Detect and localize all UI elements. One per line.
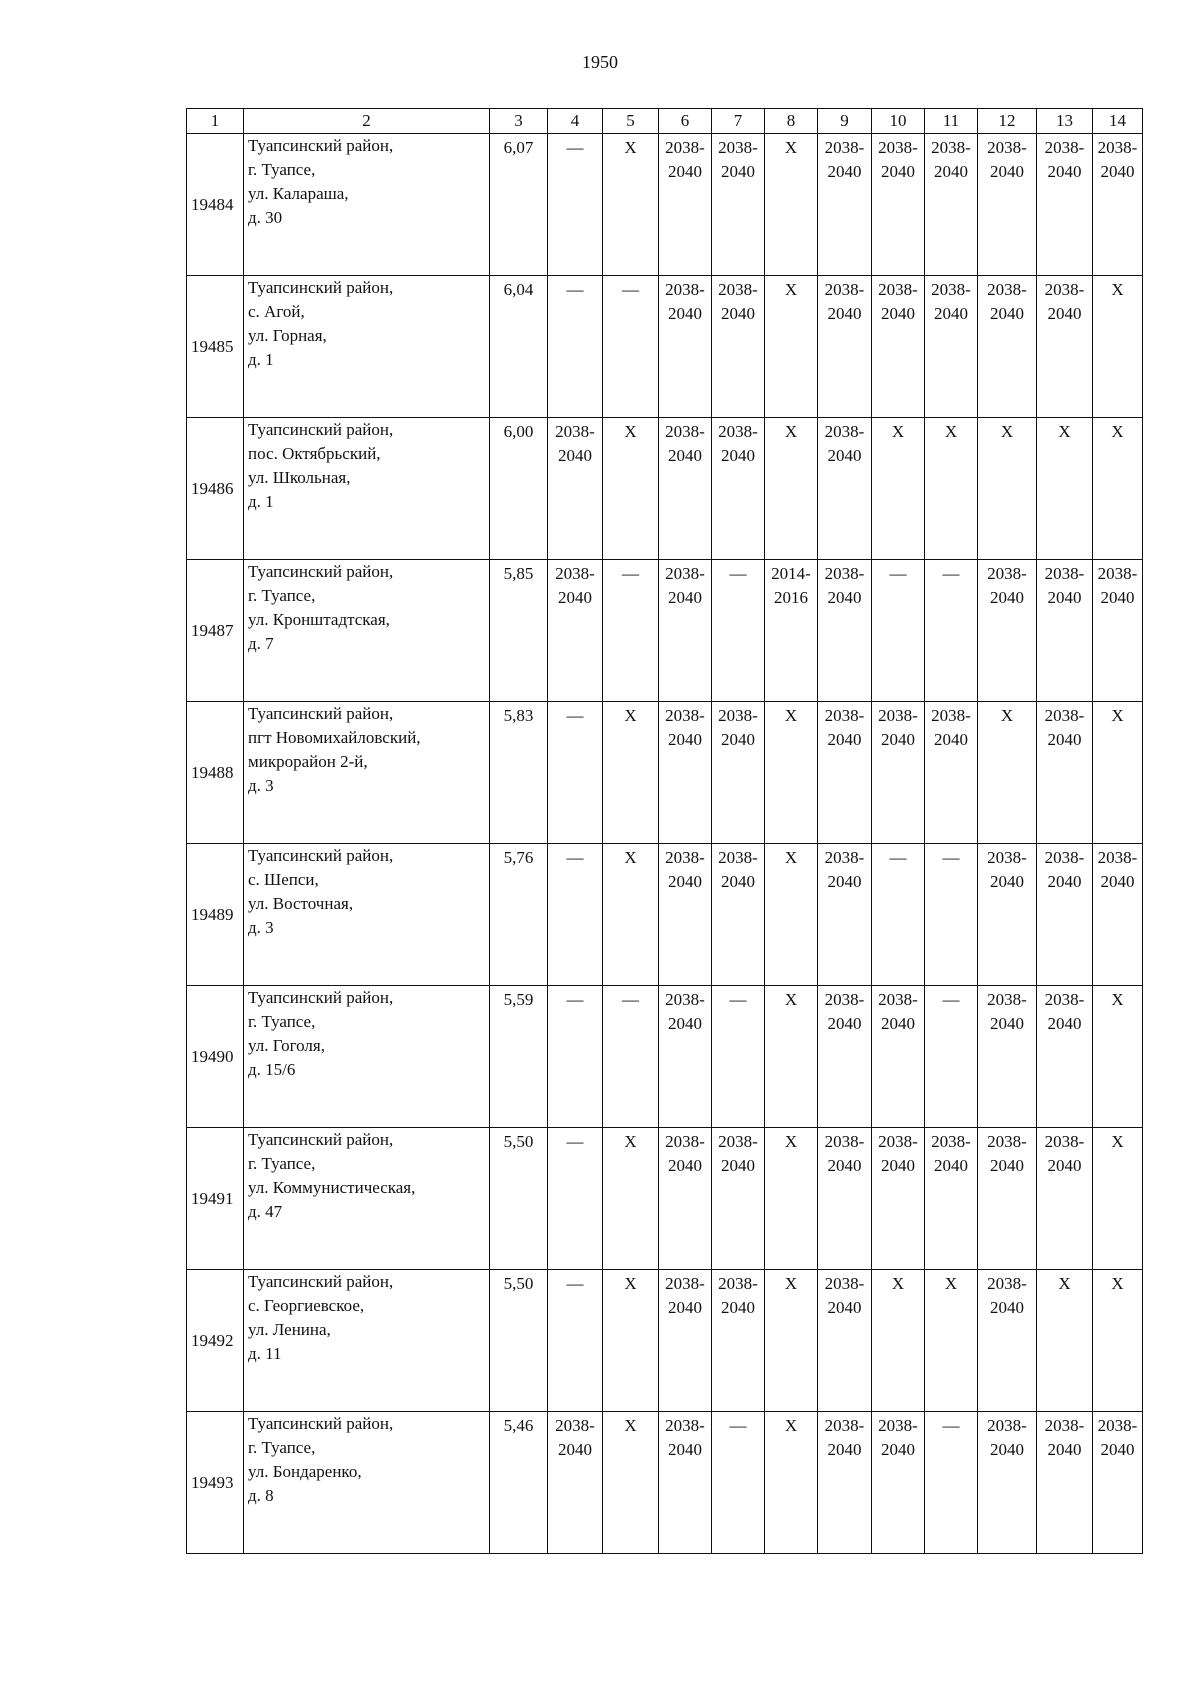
period-cell-col-11: — <box>925 560 978 702</box>
period-cell-col-5: X <box>603 1128 659 1270</box>
period-cell-col-10: 2038-2040 <box>872 1128 925 1270</box>
header-row <box>187 109 1143 134</box>
column-header-8: 8 <box>765 109 818 134</box>
address-line: д. 7 <box>248 634 274 653</box>
period-cell-col-6: 2038-2040 <box>659 1412 712 1554</box>
period-cell-col-5: X <box>603 844 659 986</box>
period-cell-col-7: 2038-2040 <box>712 276 765 418</box>
table-row <box>187 276 1143 418</box>
period-cell-col-14: X <box>1093 276 1143 418</box>
period-cell-col-12: 2038-2040 <box>978 134 1037 276</box>
period-cell-col-8: X <box>765 844 818 986</box>
period-cell-col-8: X <box>765 1270 818 1412</box>
address-line: Туапсинский район, <box>248 1130 394 1149</box>
address-line: Туапсинский район, <box>248 278 394 297</box>
period-cell-col-11: — <box>925 986 978 1128</box>
period-cell-col-10: 2038-2040 <box>872 276 925 418</box>
period-cell-col-10: — <box>872 844 925 986</box>
period-cell-col-7: 2038-2040 <box>712 1270 765 1412</box>
period-cell-col-11: X <box>925 1270 978 1412</box>
period-cell-col-4: — <box>548 986 603 1128</box>
address-line: г. Туапсе, <box>248 586 316 605</box>
period-cell-col-4: — <box>548 276 603 418</box>
period-cell-col-9: 2038-2040 <box>818 276 872 418</box>
row-number: 19485 <box>187 276 244 418</box>
period-cell-col-12: X <box>978 418 1037 560</box>
period-cell-col-8: X <box>765 134 818 276</box>
address-line: ул. Бондаренко, <box>248 1462 362 1481</box>
address-line: д. 15/6 <box>248 1060 296 1079</box>
period-cell-col-9: 2038-2040 <box>818 1412 872 1554</box>
address-line: ул. Калараша, <box>248 184 349 203</box>
address-line: Туапсинский район, <box>248 136 394 155</box>
period-cell-col-11: 2038-2040 <box>925 134 978 276</box>
period-cell-col-14: X <box>1093 986 1143 1128</box>
period-cell-col-11: 2038-2040 <box>925 276 978 418</box>
area-cell: 5,85 <box>490 560 548 702</box>
period-cell-col-8: X <box>765 276 818 418</box>
period-cell-col-13: 2038-2040 <box>1037 560 1093 702</box>
address-line: д. 8 <box>248 1486 274 1505</box>
address-line: г. Туапсе, <box>248 1438 316 1457</box>
address-line: ул. Горная, <box>248 326 327 345</box>
address-line: д. 11 <box>248 1344 282 1363</box>
period-cell-col-11: — <box>925 844 978 986</box>
period-cell-col-12: 2038-2040 <box>978 986 1037 1128</box>
address-line: ул. Кронштадтская, <box>248 610 390 629</box>
address-line: пос. Октябрьский, <box>248 444 381 463</box>
table-row <box>187 134 1143 276</box>
address-line: Туапсинский район, <box>248 988 394 1007</box>
address-line: д. 30 <box>248 208 283 227</box>
column-header-10: 10 <box>872 109 925 134</box>
table-row <box>187 844 1143 986</box>
period-cell-col-11: 2038-2040 <box>925 1128 978 1270</box>
column-header-5: 5 <box>603 109 659 134</box>
row-number: 19486 <box>187 418 244 560</box>
period-cell-col-13: 2038-2040 <box>1037 844 1093 986</box>
period-cell-col-10: 2038-2040 <box>872 1412 925 1554</box>
table-row <box>187 1270 1143 1412</box>
address-cell <box>244 418 490 560</box>
address-cell <box>244 560 490 702</box>
period-cell-col-6: 2038-2040 <box>659 418 712 560</box>
period-cell-col-9: 2038-2040 <box>818 1128 872 1270</box>
address-line: Туапсинский район, <box>248 846 394 865</box>
period-cell-col-5: X <box>603 702 659 844</box>
period-cell-col-14: 2038-2040 <box>1093 1412 1143 1554</box>
address-line: ул. Ленина, <box>248 1320 331 1339</box>
period-cell-col-13: X <box>1037 418 1093 560</box>
period-cell-col-10: 2038-2040 <box>872 702 925 844</box>
address-line: Туапсинский район, <box>248 1414 394 1433</box>
period-cell-col-6: 2038-2040 <box>659 702 712 844</box>
period-cell-col-10: — <box>872 560 925 702</box>
column-header-9: 9 <box>818 109 872 134</box>
period-cell-col-9: 2038-2040 <box>818 844 872 986</box>
period-cell-col-4: — <box>548 1128 603 1270</box>
address-cell <box>244 134 490 276</box>
period-cell-col-10: 2038-2040 <box>872 986 925 1128</box>
period-cell-col-4: — <box>548 702 603 844</box>
area-cell: 6,00 <box>490 418 548 560</box>
row-number: 19490 <box>187 986 244 1128</box>
period-cell-col-12: 2038-2040 <box>978 560 1037 702</box>
area-cell: 6,04 <box>490 276 548 418</box>
period-cell-col-14: 2038-2040 <box>1093 134 1143 276</box>
period-cell-col-4: — <box>548 844 603 986</box>
period-cell-col-6: 2038-2040 <box>659 986 712 1128</box>
row-number: 19491 <box>187 1128 244 1270</box>
address-line: с. Шепси, <box>248 870 319 889</box>
address-line: Туапсинский район, <box>248 562 394 581</box>
period-cell-col-14: X <box>1093 418 1143 560</box>
address-line: пгт Новомихайловский, <box>248 728 421 747</box>
period-cell-col-12: 2038-2040 <box>978 844 1037 986</box>
column-header-4: 4 <box>548 109 603 134</box>
address-cell <box>244 1412 490 1554</box>
period-cell-col-9: 2038-2040 <box>818 134 872 276</box>
period-cell-col-14: X <box>1093 702 1143 844</box>
period-cell-col-12: 2038-2040 <box>978 1128 1037 1270</box>
period-cell-col-11: 2038-2040 <box>925 702 978 844</box>
row-number: 19488 <box>187 702 244 844</box>
period-cell-col-12: 2038-2040 <box>978 1270 1037 1412</box>
housing-register-table <box>186 108 1143 1554</box>
column-header-7: 7 <box>712 109 765 134</box>
period-cell-col-13: 2038-2040 <box>1037 134 1093 276</box>
period-cell-col-7: 2038-2040 <box>712 134 765 276</box>
period-cell-col-7: — <box>712 1412 765 1554</box>
period-cell-col-12: 2038-2040 <box>978 276 1037 418</box>
period-cell-col-7: — <box>712 560 765 702</box>
table-body <box>187 134 1143 1554</box>
address-line: Туапсинский район, <box>248 704 394 723</box>
column-header-3: 3 <box>490 109 548 134</box>
area-cell: 5,50 <box>490 1128 548 1270</box>
period-cell-col-8: X <box>765 1128 818 1270</box>
period-cell-col-14: 2038-2040 <box>1093 844 1143 986</box>
address-cell <box>244 1128 490 1270</box>
period-cell-col-14: 2038-2040 <box>1093 560 1143 702</box>
table-row <box>187 1128 1143 1270</box>
period-cell-col-8: X <box>765 986 818 1128</box>
period-cell-col-13: 2038-2040 <box>1037 702 1093 844</box>
address-line: д. 1 <box>248 492 274 511</box>
period-cell-col-5: — <box>603 276 659 418</box>
period-cell-col-8: 2014-2016 <box>765 560 818 702</box>
column-header-6: 6 <box>659 109 712 134</box>
period-cell-col-9: 2038-2040 <box>818 986 872 1128</box>
period-cell-col-13: 2038-2040 <box>1037 1128 1093 1270</box>
address-line: Туапсинский район, <box>248 1272 394 1291</box>
period-cell-col-9: 2038-2040 <box>818 560 872 702</box>
period-cell-col-4: 2038-2040 <box>548 418 603 560</box>
period-cell-col-5: X <box>603 1270 659 1412</box>
period-cell-col-7: 2038-2040 <box>712 844 765 986</box>
address-line: с. Георгиевское, <box>248 1296 365 1315</box>
address-cell <box>244 986 490 1128</box>
column-header-13: 13 <box>1037 109 1093 134</box>
address-line: д. 3 <box>248 776 274 795</box>
table-row <box>187 986 1143 1128</box>
period-cell-col-6: 2038-2040 <box>659 1128 712 1270</box>
address-cell <box>244 1270 490 1412</box>
period-cell-col-14: X <box>1093 1128 1143 1270</box>
table-row <box>187 418 1143 560</box>
period-cell-col-10: X <box>872 418 925 560</box>
table-row <box>187 560 1143 702</box>
period-cell-col-6: 2038-2040 <box>659 1270 712 1412</box>
area-cell: 5,46 <box>490 1412 548 1554</box>
column-header-1: 1 <box>187 109 244 134</box>
column-header-2: 2 <box>244 109 490 134</box>
address-line: г. Туапсе, <box>248 1012 316 1031</box>
period-cell-col-6: 2038-2040 <box>659 560 712 702</box>
address-line: микрорайон 2-й, <box>248 752 368 771</box>
period-cell-col-7: 2038-2040 <box>712 1128 765 1270</box>
period-cell-col-8: X <box>765 1412 818 1554</box>
period-cell-col-4: 2038-2040 <box>548 1412 603 1554</box>
period-cell-col-9: 2038-2040 <box>818 702 872 844</box>
address-cell <box>244 844 490 986</box>
table-row <box>187 702 1143 844</box>
period-cell-col-8: X <box>765 418 818 560</box>
period-cell-col-12: 2038-2040 <box>978 1412 1037 1554</box>
address-cell <box>244 702 490 844</box>
address-line: д. 1 <box>248 350 274 369</box>
period-cell-col-6: 2038-2040 <box>659 276 712 418</box>
area-cell: 5,59 <box>490 986 548 1128</box>
period-cell-col-13: 2038-2040 <box>1037 1412 1093 1554</box>
period-cell-col-10: X <box>872 1270 925 1412</box>
row-number: 19493 <box>187 1412 244 1554</box>
address-line: ул. Восточная, <box>248 894 354 913</box>
address-line: г. Туапсе, <box>248 1154 316 1173</box>
period-cell-col-4: 2038-2040 <box>548 560 603 702</box>
area-cell: 5,83 <box>490 702 548 844</box>
period-cell-col-5: X <box>603 418 659 560</box>
period-cell-col-8: X <box>765 702 818 844</box>
period-cell-col-5: X <box>603 1412 659 1554</box>
address-line: д. 47 <box>248 1202 283 1221</box>
row-number: 19492 <box>187 1270 244 1412</box>
period-cell-col-5: — <box>603 560 659 702</box>
period-cell-col-7: 2038-2040 <box>712 702 765 844</box>
column-header-11: 11 <box>925 109 978 134</box>
period-cell-col-6: 2038-2040 <box>659 134 712 276</box>
period-cell-col-7: — <box>712 986 765 1128</box>
period-cell-col-13: 2038-2040 <box>1037 276 1093 418</box>
period-cell-col-5: X <box>603 134 659 276</box>
period-cell-col-6: 2038-2040 <box>659 844 712 986</box>
period-cell-col-14: X <box>1093 1270 1143 1412</box>
row-number: 19487 <box>187 560 244 702</box>
address-line: ул. Гоголя, <box>248 1036 325 1055</box>
column-header-14: 14 <box>1093 109 1143 134</box>
period-cell-col-7: 2038-2040 <box>712 418 765 560</box>
period-cell-col-13: 2038-2040 <box>1037 986 1093 1128</box>
address-line: ул. Коммунистическая, <box>248 1178 416 1197</box>
address-line: г. Туапсе, <box>248 160 316 179</box>
page-number: 1950 <box>582 52 618 72</box>
period-cell-col-4: — <box>548 134 603 276</box>
period-cell-col-10: 2038-2040 <box>872 134 925 276</box>
area-cell: 6,07 <box>490 134 548 276</box>
table-header <box>187 109 1143 134</box>
area-cell: 5,50 <box>490 1270 548 1412</box>
period-cell-col-11: — <box>925 1412 978 1554</box>
period-cell-col-13: X <box>1037 1270 1093 1412</box>
area-cell: 5,76 <box>490 844 548 986</box>
period-cell-col-12: X <box>978 702 1037 844</box>
period-cell-col-9: 2038-2040 <box>818 418 872 560</box>
period-cell-col-4: — <box>548 1270 603 1412</box>
address-cell <box>244 276 490 418</box>
period-cell-col-5: — <box>603 986 659 1128</box>
period-cell-col-9: 2038-2040 <box>818 1270 872 1412</box>
column-header-12: 12 <box>978 109 1037 134</box>
table-row <box>187 1412 1143 1554</box>
address-line: д. 3 <box>248 918 274 937</box>
address-line: с. Агой, <box>248 302 305 321</box>
row-number: 19489 <box>187 844 244 986</box>
address-line: Туапсинский район, <box>248 420 394 439</box>
address-line: ул. Школьная, <box>248 468 351 487</box>
period-cell-col-11: X <box>925 418 978 560</box>
row-number: 19484 <box>187 134 244 276</box>
